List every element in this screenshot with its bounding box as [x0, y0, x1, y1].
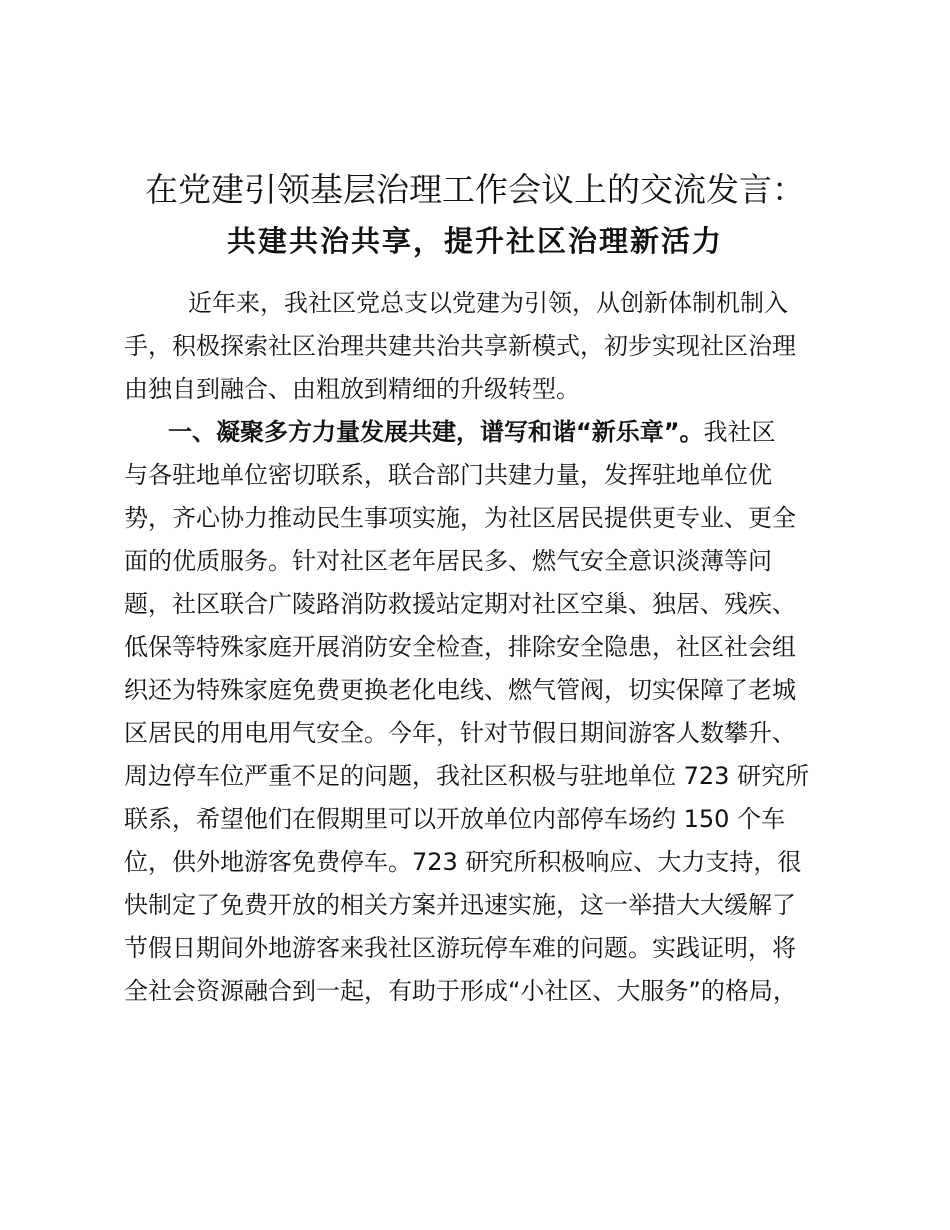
intro-line: 手，积极探索社区治理共建共治共享新模式，初步实现社区治理 [124, 332, 796, 360]
body-line: 区居民的用电用气安全。今年，针对节假日期间游客人数攀升、 [124, 719, 796, 747]
body-line: 面的优质服务。针对社区老年居民多、燃气安全意识淡薄等问 [124, 547, 772, 575]
body-line: 周边停车位严重不足的问题，我社区积极与驻地单位 723 研究所 [124, 762, 810, 790]
body-line: 节假日期间外地游客来我社区游玩停车难的问题。实践证明，将 [124, 934, 796, 962]
body-line: 低保等特殊家庭开展消防安全检查，排除安全隐患，社区社会组 [124, 633, 796, 661]
intro-line: 近年来，我社区党总支以党建为引领，从创新体制机制入 [188, 289, 788, 317]
document-subtitle: 共建共治共享，提升社区治理新活力 [226, 224, 723, 258]
body-line: 位，供外地游客免费停车。723 研究所积极响应、大力支持，很 [124, 848, 802, 876]
body-line: 题，社区联合广陵路消防救援站定期对社区空巢、独居、残疾、 [124, 590, 796, 618]
body-line: 织还为特殊家庭免费更换老化电线、燃气管阀，切实保障了老城 [124, 676, 796, 704]
body-line: 全社会资源融合到一起，有助于形成“小社区、大服务”的格局， [124, 977, 797, 1005]
body-line: 与各驻地单位密切联系，联合部门共建力量，发挥驻地单位优 [124, 461, 772, 489]
body-line: 势，齐心协力推动民生事项实施，为社区居民提供更专业、更全 [124, 504, 796, 532]
section1-first-line [124, 411, 828, 454]
section1-heading: 一、凝聚多方力量发展共建，谱写和谐“新乐章”。 [168, 418, 704, 446]
intro-line: 由独自到融合、由粗放到精细的升级转型。 [124, 375, 580, 403]
section1-first-line-text: 我社区 [703, 418, 776, 446]
document-body [124, 282, 828, 1013]
document-title: 在党建引领基层治理工作会议上的交流发言： [145, 170, 805, 209]
body-line: 快制定了免费开放的相关方案并迅速实施，这一举措大大缓解了 [124, 891, 796, 919]
body-line: 联系，希望他们在假期里可以开放单位内部停车场约 150 个车 [124, 805, 786, 833]
